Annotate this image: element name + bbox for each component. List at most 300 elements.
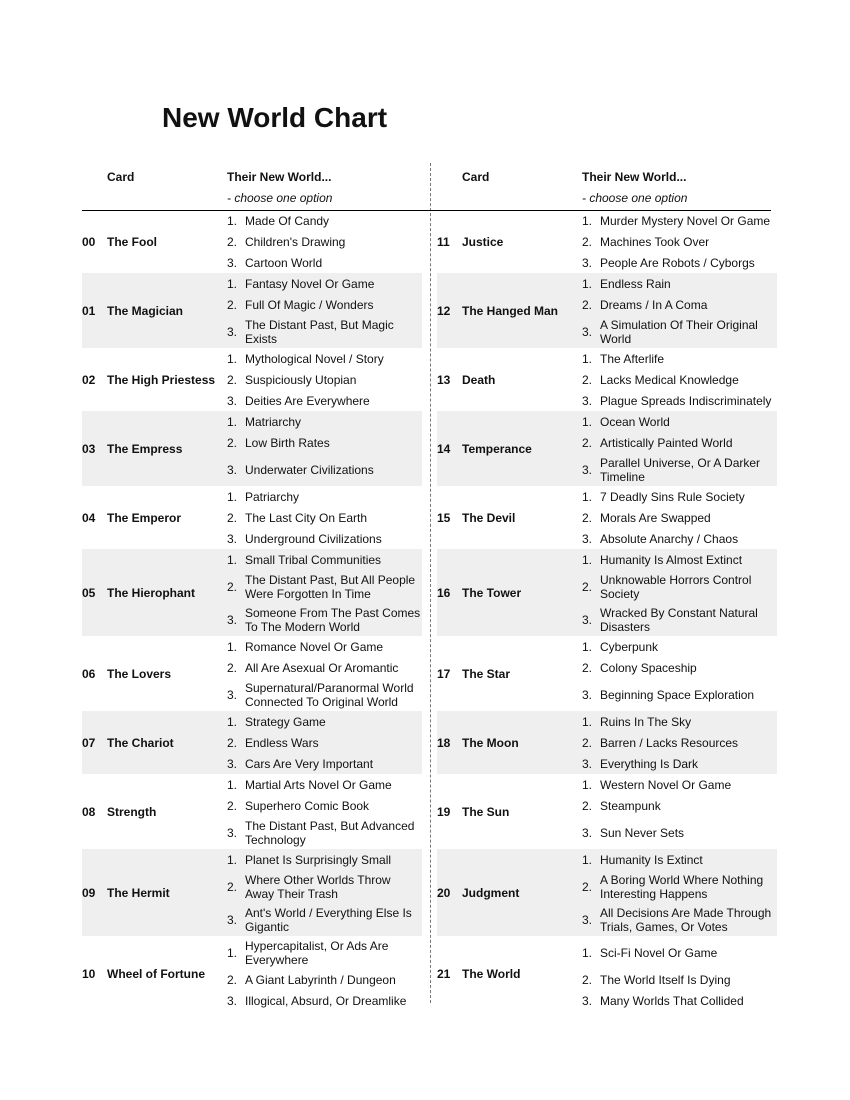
option-item xyxy=(582,453,777,486)
option-item xyxy=(582,294,777,315)
option-text: Parallel Universe, Or A Darker Timeline xyxy=(600,455,761,484)
option-text: Western Novel Or Game xyxy=(600,777,732,792)
option-item xyxy=(227,849,422,870)
card-number: 20 xyxy=(437,885,451,900)
option-text: The World Itself Is Dying xyxy=(600,972,731,987)
option-text: Cyberpunk xyxy=(600,639,659,654)
card-name: The Hanged Man xyxy=(462,303,559,318)
option-number: 1. xyxy=(227,552,238,567)
option-list xyxy=(582,549,777,636)
option-text: Hypercapitalist, Or Ads Are Everywhere xyxy=(245,938,389,967)
option-text: Murder Mystery Novel Or Game xyxy=(600,213,771,228)
option-number: 2. xyxy=(227,297,238,312)
card-name: Death xyxy=(462,372,496,387)
card-header: Card xyxy=(462,170,490,184)
option-list xyxy=(582,849,777,936)
option-number: 3. xyxy=(227,687,238,702)
card-number: 15 xyxy=(437,510,451,525)
option-list xyxy=(582,273,777,348)
option-number: 3. xyxy=(582,255,593,270)
option-number: 1. xyxy=(227,639,238,654)
option-text: Barren / Lacks Resources xyxy=(600,735,739,750)
option-list xyxy=(582,348,777,411)
world-subheader: - choose one option xyxy=(227,191,333,205)
option-item xyxy=(227,486,422,507)
card-row xyxy=(82,936,422,1011)
option-number: 1. xyxy=(227,414,238,429)
card-row xyxy=(82,774,422,849)
option-number: 3. xyxy=(582,912,593,927)
card-row xyxy=(82,273,422,348)
card-number: 09 xyxy=(82,885,96,900)
option-list xyxy=(582,411,777,486)
option-number: 2. xyxy=(582,234,593,249)
option-item xyxy=(582,795,777,816)
card-name: The Emperor xyxy=(107,510,182,525)
card-number: 10 xyxy=(82,966,96,981)
card-number: 16 xyxy=(437,585,451,600)
card-row xyxy=(82,486,422,549)
option-number: 2. xyxy=(582,372,593,387)
card-name: Temperance xyxy=(462,441,532,456)
card-name: The Lovers xyxy=(107,666,172,681)
option-item xyxy=(227,774,422,795)
card-row xyxy=(437,348,777,411)
option-text: Deities Are Everywhere xyxy=(245,393,370,408)
card-number: 11 xyxy=(437,234,450,249)
card-row xyxy=(437,636,777,711)
option-item xyxy=(227,570,422,603)
option-number: 2. xyxy=(582,735,593,750)
option-list xyxy=(582,636,777,711)
option-text: People Are Robots / Cyborgs xyxy=(600,255,755,270)
option-item xyxy=(582,549,777,570)
option-text: Underground Civilizations xyxy=(245,531,382,546)
option-number: 1. xyxy=(582,213,593,228)
option-item xyxy=(582,432,777,453)
card-number: 04 xyxy=(82,510,96,525)
option-item xyxy=(227,411,422,432)
option-list xyxy=(227,711,422,774)
option-item xyxy=(582,369,777,390)
option-number: 3. xyxy=(582,462,593,477)
card-row xyxy=(82,210,422,273)
option-text: Made Of Candy xyxy=(245,213,330,228)
card-number: 19 xyxy=(437,804,451,819)
card-number: 05 xyxy=(82,585,96,600)
card-number: 08 xyxy=(82,804,96,819)
card-name: Wheel of Fortune xyxy=(107,966,205,981)
option-number: 3. xyxy=(582,324,593,339)
card-row xyxy=(437,711,777,774)
option-item xyxy=(227,528,422,549)
option-number: 2. xyxy=(582,798,593,813)
card-header: Card xyxy=(107,170,135,184)
option-item xyxy=(582,231,777,252)
card-row xyxy=(82,711,422,774)
option-text: Mythological Novel / Story xyxy=(245,351,384,366)
option-item xyxy=(227,969,422,990)
option-list xyxy=(227,273,422,348)
option-number: 1. xyxy=(227,489,238,504)
option-list xyxy=(227,486,422,549)
option-text: Sci-Fi Novel Or Game xyxy=(600,945,718,960)
option-number: 2. xyxy=(227,798,238,813)
card-row xyxy=(437,774,777,849)
option-list xyxy=(227,549,422,636)
option-number: 3. xyxy=(227,993,238,1008)
card-row xyxy=(82,849,422,936)
option-number: 3. xyxy=(227,324,238,339)
option-number: 1. xyxy=(227,714,238,729)
world-subheader: - choose one option xyxy=(582,191,688,205)
option-text: Endless Rain xyxy=(600,276,671,291)
option-text: Fantasy Novel Or Game xyxy=(245,276,375,291)
card-number: 01 xyxy=(82,303,96,318)
option-item xyxy=(582,570,777,603)
option-item xyxy=(582,636,777,657)
option-item xyxy=(582,273,777,294)
card-name: The Star xyxy=(462,666,511,681)
card-name: The Chariot xyxy=(107,735,174,750)
option-item xyxy=(582,390,777,411)
option-text: Steampunk xyxy=(600,798,661,813)
option-item xyxy=(227,210,422,231)
option-text: Low Birth Rates xyxy=(245,435,330,450)
option-item xyxy=(582,990,777,1011)
option-item xyxy=(582,849,777,870)
option-item xyxy=(582,348,777,369)
option-item xyxy=(227,348,422,369)
option-number: 1. xyxy=(582,945,593,960)
option-list xyxy=(582,210,777,273)
option-text: Cars Are Very Important xyxy=(245,756,374,771)
option-text: Romance Novel Or Game xyxy=(245,639,384,654)
option-text: The Last City On Earth xyxy=(245,510,368,525)
option-text: The Distant Past, But Magic Exists xyxy=(245,317,394,346)
option-item xyxy=(227,231,422,252)
card-name: Justice xyxy=(462,234,504,249)
option-number: 3. xyxy=(227,462,238,477)
option-text: Absolute Anarchy / Chaos xyxy=(600,531,739,546)
option-text: Plague Spreads Indiscriminately xyxy=(600,393,772,408)
option-item xyxy=(227,390,422,411)
option-text: Dreams / In A Coma xyxy=(600,297,708,312)
option-text: Martial Arts Novel Or Game xyxy=(245,777,392,792)
option-text: The Distant Past, But Advanced Technology xyxy=(245,818,415,847)
option-item xyxy=(227,453,422,486)
option-text: Ocean World xyxy=(600,414,670,429)
option-number: 2. xyxy=(227,735,238,750)
option-text: Underwater Civilizations xyxy=(245,462,374,477)
option-text: Endless Wars xyxy=(245,735,319,750)
card-name: The Fool xyxy=(107,234,157,249)
option-number: 2. xyxy=(582,510,593,525)
option-item xyxy=(582,411,777,432)
option-item xyxy=(582,528,777,549)
card-name: The Tower xyxy=(462,585,522,600)
option-list xyxy=(227,411,422,486)
card-number: 02 xyxy=(82,372,96,387)
option-item xyxy=(227,369,422,390)
option-text: Lacks Medical Knowledge xyxy=(600,372,739,387)
option-item xyxy=(582,870,777,903)
option-text: A Simulation Of Their Original World xyxy=(600,317,758,346)
option-text: Artistically Painted World xyxy=(600,435,733,450)
option-text: Matriarchy xyxy=(245,414,302,429)
option-item xyxy=(227,636,422,657)
column-divider xyxy=(430,163,431,1003)
option-number: 1. xyxy=(227,276,238,291)
option-list xyxy=(227,210,422,273)
card-number: 17 xyxy=(437,666,451,681)
option-number: 3. xyxy=(227,393,238,408)
card-name: The World xyxy=(462,966,521,981)
option-number: 1. xyxy=(227,777,238,792)
option-item xyxy=(227,795,422,816)
card-number: 03 xyxy=(82,441,96,456)
card-row xyxy=(437,936,777,1011)
option-text: All Decisions Are Made Through Trials, Games, Or Votes xyxy=(600,905,772,934)
right-column xyxy=(437,168,777,1011)
option-text: Superhero Comic Book xyxy=(245,798,370,813)
card-row xyxy=(437,411,777,486)
card-number: 06 xyxy=(82,666,96,681)
option-text: Full Of Magic / Wonders xyxy=(245,297,374,312)
option-item xyxy=(227,507,422,528)
option-number: 2. xyxy=(582,297,593,312)
option-number: 3. xyxy=(227,612,238,627)
option-item xyxy=(582,969,777,990)
option-number: 2. xyxy=(227,879,238,894)
card-row xyxy=(437,273,777,348)
option-item xyxy=(227,432,422,453)
option-item xyxy=(227,990,422,1011)
option-item xyxy=(227,294,422,315)
option-list xyxy=(227,348,422,411)
card-row xyxy=(82,549,422,636)
option-item xyxy=(227,657,422,678)
option-list xyxy=(227,636,422,711)
option-number: 3. xyxy=(227,825,238,840)
card-row xyxy=(82,348,422,411)
option-number: 3. xyxy=(582,756,593,771)
option-number: 2. xyxy=(582,660,593,675)
option-number: 1. xyxy=(582,489,593,504)
option-number: 2. xyxy=(227,435,238,450)
left-column xyxy=(82,168,422,1011)
option-text: Someone From The Past Comes To The Modern World xyxy=(245,605,421,634)
option-item xyxy=(582,753,777,774)
option-text: All Are Asexual Or Aromantic xyxy=(245,660,399,675)
option-number: 3. xyxy=(582,825,593,840)
card-rows xyxy=(82,210,422,1011)
option-item xyxy=(227,603,422,636)
option-text: Unknowable Horrors Control Society xyxy=(600,572,752,601)
option-text: Colony Spaceship xyxy=(600,660,697,675)
card-number: 13 xyxy=(437,372,451,387)
option-item xyxy=(582,603,777,636)
card-number: 12 xyxy=(437,303,451,318)
option-item xyxy=(227,678,422,711)
option-item xyxy=(582,816,777,849)
column-header xyxy=(82,168,422,210)
option-item xyxy=(582,936,777,969)
option-number: 1. xyxy=(582,852,593,867)
card-name: The Devil xyxy=(462,510,516,525)
option-item xyxy=(582,732,777,753)
option-item xyxy=(582,903,777,936)
option-number: 1. xyxy=(227,213,238,228)
option-text: A Boring World Where Nothing Interesting Happens xyxy=(600,872,764,901)
card-name: Judgment xyxy=(462,885,520,900)
option-item xyxy=(227,870,422,903)
option-text: Small Tribal Communities xyxy=(245,552,382,567)
option-number: 3. xyxy=(582,687,593,702)
option-number: 2. xyxy=(582,435,593,450)
option-number: 1. xyxy=(227,852,238,867)
world-header: Their New World... xyxy=(227,170,332,184)
option-item xyxy=(582,657,777,678)
option-text: Many Worlds That Collided xyxy=(600,993,744,1008)
option-number: 2. xyxy=(582,879,593,894)
card-name: The High Priestess xyxy=(107,372,216,387)
card-name: The Empress xyxy=(107,441,183,456)
option-text: Ant's World / Everything Else Is Gigantic xyxy=(245,905,412,934)
option-text: Children's Drawing xyxy=(245,234,346,249)
option-list xyxy=(227,936,422,1011)
card-name: The Moon xyxy=(462,735,519,750)
option-text: Humanity Is Almost Extinct xyxy=(600,552,743,567)
option-number: 3. xyxy=(582,993,593,1008)
card-number: 14 xyxy=(437,441,451,456)
option-list xyxy=(582,711,777,774)
option-list xyxy=(582,774,777,849)
option-number: 1. xyxy=(582,276,593,291)
option-item xyxy=(227,732,422,753)
card-number: 21 xyxy=(437,966,451,981)
option-text: Supernatural/Paranormal World Connected To Original World xyxy=(245,680,414,709)
option-text: The Distant Past, But All People Were Forgotten In Time xyxy=(245,572,416,601)
option-item xyxy=(582,711,777,732)
card-row xyxy=(82,411,422,486)
option-item xyxy=(227,816,422,849)
option-text: Humanity Is Extinct xyxy=(600,852,703,867)
option-item xyxy=(227,273,422,294)
option-text: 7 Deadly Sins Rule Society xyxy=(600,489,745,504)
option-text: Strategy Game xyxy=(245,714,326,729)
card-row xyxy=(437,549,777,636)
option-list xyxy=(227,774,422,849)
option-list xyxy=(582,936,777,1011)
card-name: The Hierophant xyxy=(107,585,196,600)
card-rows xyxy=(437,210,777,1011)
option-number: 1. xyxy=(582,351,593,366)
option-text: Machines Took Over xyxy=(600,234,710,249)
card-row xyxy=(437,486,777,549)
option-item xyxy=(582,486,777,507)
option-number: 1. xyxy=(582,714,593,729)
option-text: Illogical, Absurd, Or Dreamlike xyxy=(245,993,407,1008)
card-row xyxy=(437,849,777,936)
option-item xyxy=(582,678,777,711)
option-number: 1. xyxy=(227,945,238,960)
card-number: 18 xyxy=(437,735,451,750)
option-number: 3. xyxy=(582,612,593,627)
option-number: 2. xyxy=(227,234,238,249)
option-item xyxy=(227,252,422,273)
option-number: 1. xyxy=(582,777,593,792)
option-number: 3. xyxy=(582,393,593,408)
option-item xyxy=(227,315,422,348)
option-number: 1. xyxy=(582,639,593,654)
option-text: Sun Never Sets xyxy=(600,825,685,840)
card-name: The Magician xyxy=(107,303,184,318)
column-header xyxy=(437,168,777,210)
option-text: Morals Are Swapped xyxy=(600,510,711,525)
option-text: Beginning Space Exploration xyxy=(600,687,755,702)
option-number: 1. xyxy=(582,552,593,567)
option-text: Suspiciously Utopian xyxy=(245,372,357,387)
card-row xyxy=(82,636,422,711)
option-number: 3. xyxy=(582,531,593,546)
option-text: A Giant Labyrinth / Dungeon xyxy=(245,972,396,987)
card-name: Strength xyxy=(107,804,157,819)
option-item xyxy=(582,315,777,348)
option-text: Wracked By Constant Natural Disasters xyxy=(600,605,758,634)
option-item xyxy=(582,774,777,795)
option-number: 1. xyxy=(227,351,238,366)
option-text: Patriarchy xyxy=(245,489,300,504)
option-item xyxy=(227,753,422,774)
option-number: 3. xyxy=(227,255,238,270)
option-number: 2. xyxy=(227,660,238,675)
card-row xyxy=(437,210,777,273)
card-name: The Sun xyxy=(462,804,510,819)
option-number: 2. xyxy=(227,372,238,387)
option-item xyxy=(227,903,422,936)
option-item xyxy=(227,711,422,732)
option-item xyxy=(582,252,777,273)
option-number: 2. xyxy=(582,972,593,987)
option-number: 2. xyxy=(227,972,238,987)
option-list xyxy=(227,849,422,936)
option-text: Everything Is Dark xyxy=(600,756,699,771)
page-title: New World Chart xyxy=(162,102,388,133)
option-number: 3. xyxy=(227,531,238,546)
card-name: The Hermit xyxy=(107,885,170,900)
option-item xyxy=(582,507,777,528)
option-number: 2. xyxy=(227,579,238,594)
option-number: 1. xyxy=(582,414,593,429)
option-text: Planet Is Surprisingly Small xyxy=(245,852,392,867)
option-number: 3. xyxy=(227,912,238,927)
option-number: 3. xyxy=(227,756,238,771)
option-number: 2. xyxy=(582,579,593,594)
world-header: Their New World... xyxy=(582,170,687,184)
option-list xyxy=(582,486,777,549)
option-item xyxy=(582,210,777,231)
card-number: 07 xyxy=(82,735,96,750)
option-text: Cartoon World xyxy=(245,255,323,270)
card-number: 00 xyxy=(82,234,96,249)
option-item xyxy=(227,936,422,969)
option-text: Where Other Worlds Throw Away Their Trash xyxy=(245,872,391,901)
option-text: The Afterlife xyxy=(600,351,665,366)
option-number: 2. xyxy=(227,510,238,525)
option-text: Ruins In The Sky xyxy=(600,714,692,729)
option-item xyxy=(227,549,422,570)
